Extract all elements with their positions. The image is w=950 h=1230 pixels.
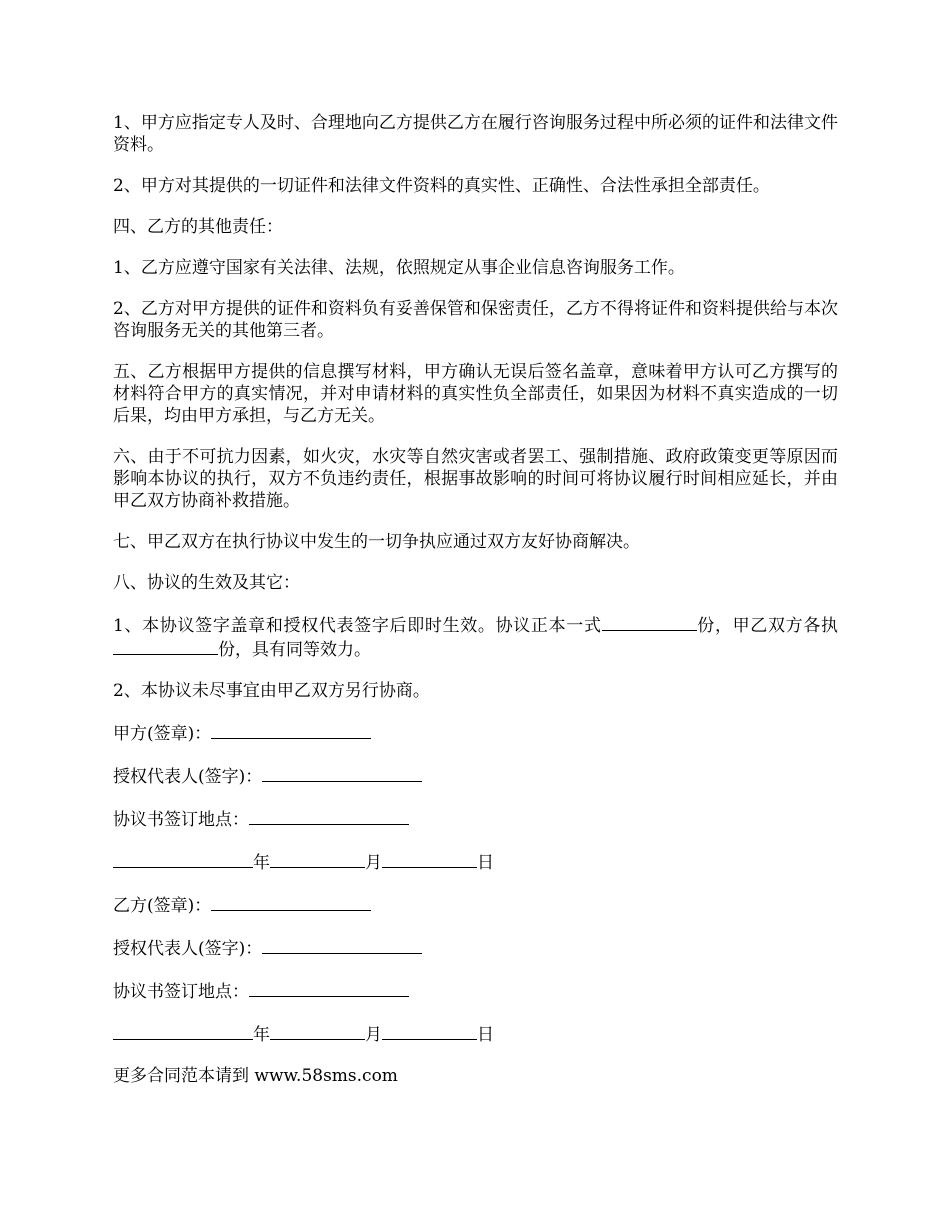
party-a-place-blank[interactable]: [249, 807, 409, 825]
party-b-place-line: [113, 979, 838, 1003]
party-b-day-blank[interactable]: [382, 1022, 477, 1040]
party-b-place-blank[interactable]: [249, 979, 409, 997]
party-b-rep-line: [113, 936, 838, 960]
party-b-seal-blank[interactable]: [211, 893, 371, 911]
document-page: [113, 112, 838, 1106]
party-b-year-blank[interactable]: [113, 1022, 253, 1040]
footer-more-contracts: 更多合同范本请到 www.58sms.com: [113, 1066, 398, 1086]
party-b-month-blank[interactable]: [270, 1022, 365, 1040]
section-5: 五、乙方根据甲方提供的信息撰写材料，甲方确认无误后签名盖章，意味着甲方认可乙方撰写的材料符合甲方的真实情况，并对申请材料的真实性负全部责任，如果因为材料不真实造成的一切后果，均由甲方承担，与乙方无关。: [113, 362, 838, 426]
party-b-month-label: 月: [365, 1025, 382, 1045]
copies-count-blank[interactable]: [602, 613, 697, 631]
party-b-rep-label: 授权代表人(签字)：: [113, 939, 263, 959]
clause-effect-text-b: 份，甲乙双方各执: [696, 616, 838, 636]
party-a-place-line: [113, 807, 838, 831]
each-holds-blank[interactable]: [113, 637, 218, 655]
party-a-seal-blank[interactable]: [211, 721, 371, 739]
clause-b-2: 2、乙方对甲方提供的证件和资料负有妥善保管和保密责任，乙方不得将证件和资料提供给与本次咨询服务无关的其他第三者。: [113, 299, 838, 341]
party-a-rep-line: [113, 764, 838, 788]
party-b-date-line: [113, 1022, 838, 1046]
party-b-day-label: 日: [477, 1025, 494, 1045]
party-a-seal-label: 甲方(签章)：: [113, 724, 212, 744]
party-a-year-label: 年: [253, 853, 270, 873]
section-heading-4: 四、乙方的其他责任：: [113, 217, 283, 237]
party-b-place-label: 协议书签订地点：: [113, 982, 249, 1002]
party-a-year-blank[interactable]: [113, 850, 253, 868]
party-a-rep-blank[interactable]: [262, 764, 422, 782]
party-a-month-label: 月: [365, 853, 382, 873]
party-b-rep-blank[interactable]: [262, 936, 422, 954]
clause-b-1: 1、乙方应遵守国家有关法律、法规，依照规定从事企业信息咨询服务工作。: [113, 258, 685, 278]
party-b-year-label: 年: [253, 1025, 270, 1045]
section-heading-8: 八、协议的生效及其它：: [113, 573, 300, 593]
section-7: 七、甲乙双方在执行协议中发生的一切争执应通过双方友好协商解决。: [113, 532, 640, 552]
section-6: 六、由于不可抗力因素，如火灾，水灾等自然灾害或者罢工、强制措施、政府政策变更等原因而影响本协议的执行，双方不负违约责任，根据事故影响的时间可将协议履行时间相应延长，并由甲乙双方协商补救措施。: [113, 447, 838, 511]
party-a-place-label: 协议书签订地点：: [113, 810, 249, 830]
party-b-seal-line: [113, 893, 838, 917]
party-a-date-line: [113, 850, 838, 874]
clause-effect-text-c: 份，具有同等效力。: [218, 640, 371, 660]
clause-effect-text-a: 1、本协议签字盖章和授权代表签字后即时生效。协议正本一式: [113, 616, 602, 636]
party-b-seal-label: 乙方(签章)：: [113, 896, 212, 916]
party-a-day-label: 日: [477, 853, 494, 873]
clause-a-2: 2、甲方对其提供的一切证件和法律文件资料的真实性、正确性、合法性承担全部责任。: [113, 176, 770, 196]
party-a-seal-line: [113, 721, 838, 745]
clause-a-1: 1、甲方应指定专人及时、合理地向乙方提供乙方在履行咨询服务过程中所必须的证件和法律文件资料。: [113, 113, 838, 155]
clause-effect-1: [113, 613, 838, 661]
party-a-month-blank[interactable]: [270, 850, 365, 868]
clause-effect-2: 2、本协议未尽事宜由甲乙双方另行协商。: [113, 681, 430, 701]
party-a-day-blank[interactable]: [382, 850, 477, 868]
party-a-rep-label: 授权代表人(签字)：: [113, 767, 263, 787]
